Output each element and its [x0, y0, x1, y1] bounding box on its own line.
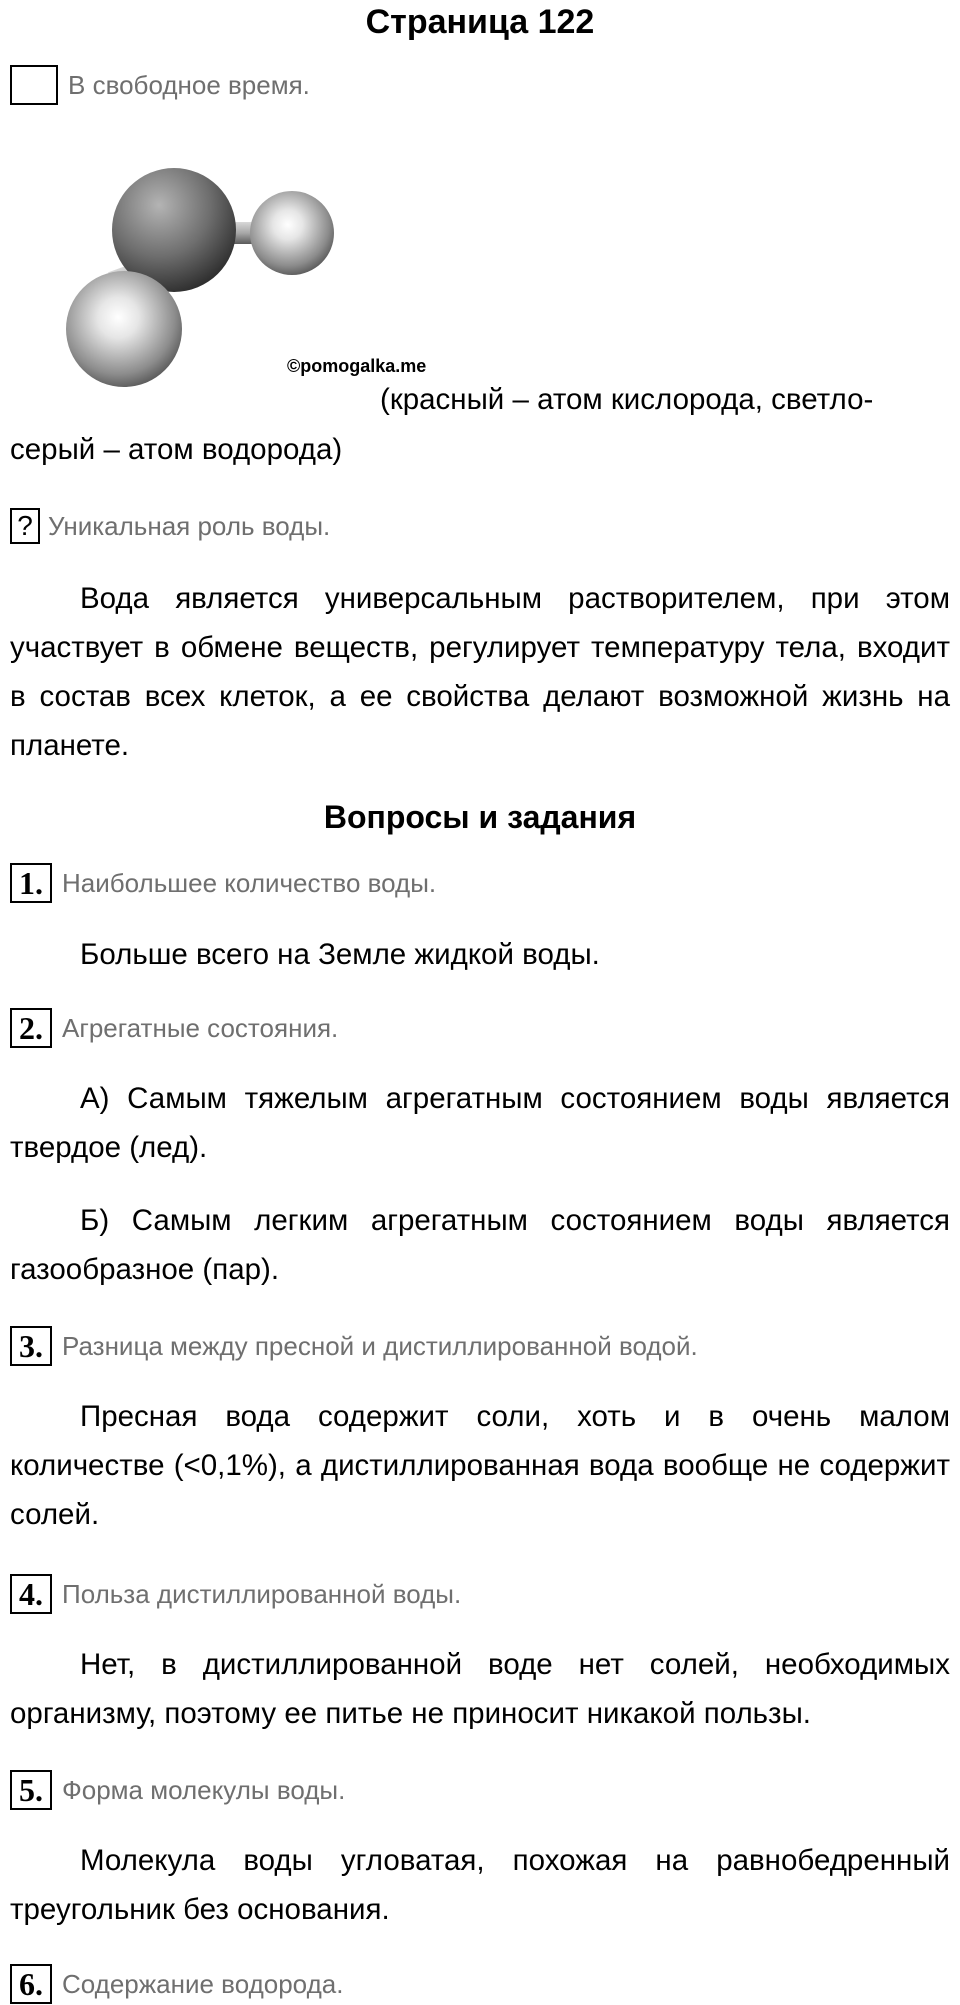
- intro-header: [10, 64, 310, 106]
- intro-header-text: В свободное время.: [68, 69, 310, 100]
- molecule-caption: [10, 375, 950, 475]
- question-1-header: [10, 862, 436, 904]
- empty-checkbox-icon: [10, 65, 58, 105]
- question-4-header: [10, 1573, 461, 1615]
- unique-role-header-text: Уникальная роль воды.: [48, 510, 331, 541]
- section-title: Вопросы и задания: [323, 799, 637, 835]
- hydrogen-atom-left: [66, 271, 182, 387]
- question-5-text: Форма молекулы воды.: [62, 1774, 346, 1805]
- question-5-answer: Молекула воды угловатая, похожая на равнобедренный треугольник без основания.: [10, 1844, 950, 1926]
- question-number-badge: 5.: [10, 1770, 52, 1810]
- question-6-header: [10, 1963, 343, 2005]
- question-3-text: Разница между пресной и дистиллированной водой.: [62, 1330, 698, 1361]
- question-3-answer: Пресная вода содержит соли, хоть и в очень малом количестве (<0,1%), а дистиллированная вода вообще не содержит солей.: [10, 1400, 950, 1531]
- unique-role-header: [10, 505, 330, 547]
- question-number-badge: 6.: [10, 1964, 52, 2004]
- hydrogen-atom-right: [250, 191, 334, 275]
- question-number-badge: 3.: [10, 1326, 52, 1366]
- question-6-text: Содержание водорода.: [62, 1968, 344, 1999]
- question-5-header: [10, 1769, 345, 1811]
- watermark: ©pomogalka.me: [287, 356, 427, 376]
- caption-line-2: серый – атом водорода): [10, 433, 343, 466]
- page-title: Страница 122: [365, 3, 595, 41]
- question-2-text: Агрегатные состояния.: [62, 1012, 339, 1043]
- question-number-badge: 4.: [10, 1574, 52, 1614]
- caption-line-1: (красный – атом кислорода, светло-: [380, 383, 874, 416]
- question-2-header: [10, 1007, 338, 1049]
- question-2-answer-b: Б) Самым легким агрегатным состоянием воды является газообразное (пар).: [10, 1204, 950, 1286]
- question-4-text: Польза дистиллированной воды.: [62, 1578, 462, 1609]
- question-1-text: Наибольшее количество воды.: [62, 867, 437, 898]
- question-3-header: [10, 1325, 698, 1367]
- question-2-answer-a: А) Самым тяжелым агрегатным состоянием воды является твердое (лед).: [10, 1082, 950, 1164]
- question-number-badge: 1.: [10, 863, 52, 903]
- question-mark-icon: ?: [10, 508, 40, 544]
- question-1-answer: Больше всего на Земле жидкой воды.: [80, 938, 600, 971]
- unique-role-answer: Вода является универсальным растворителем, при этом участвует в обмене веществ, регулирует температуру тела, входит в состав всех клеток, а ее свойства делают возможной жизнь на планете.: [10, 582, 950, 762]
- question-4-answer: Нет, в дистиллированной воде нет солей, необходимых организму, поэтому ее питье не приносит никакой пользы.: [10, 1648, 950, 1730]
- question-number-badge: 2.: [10, 1008, 52, 1048]
